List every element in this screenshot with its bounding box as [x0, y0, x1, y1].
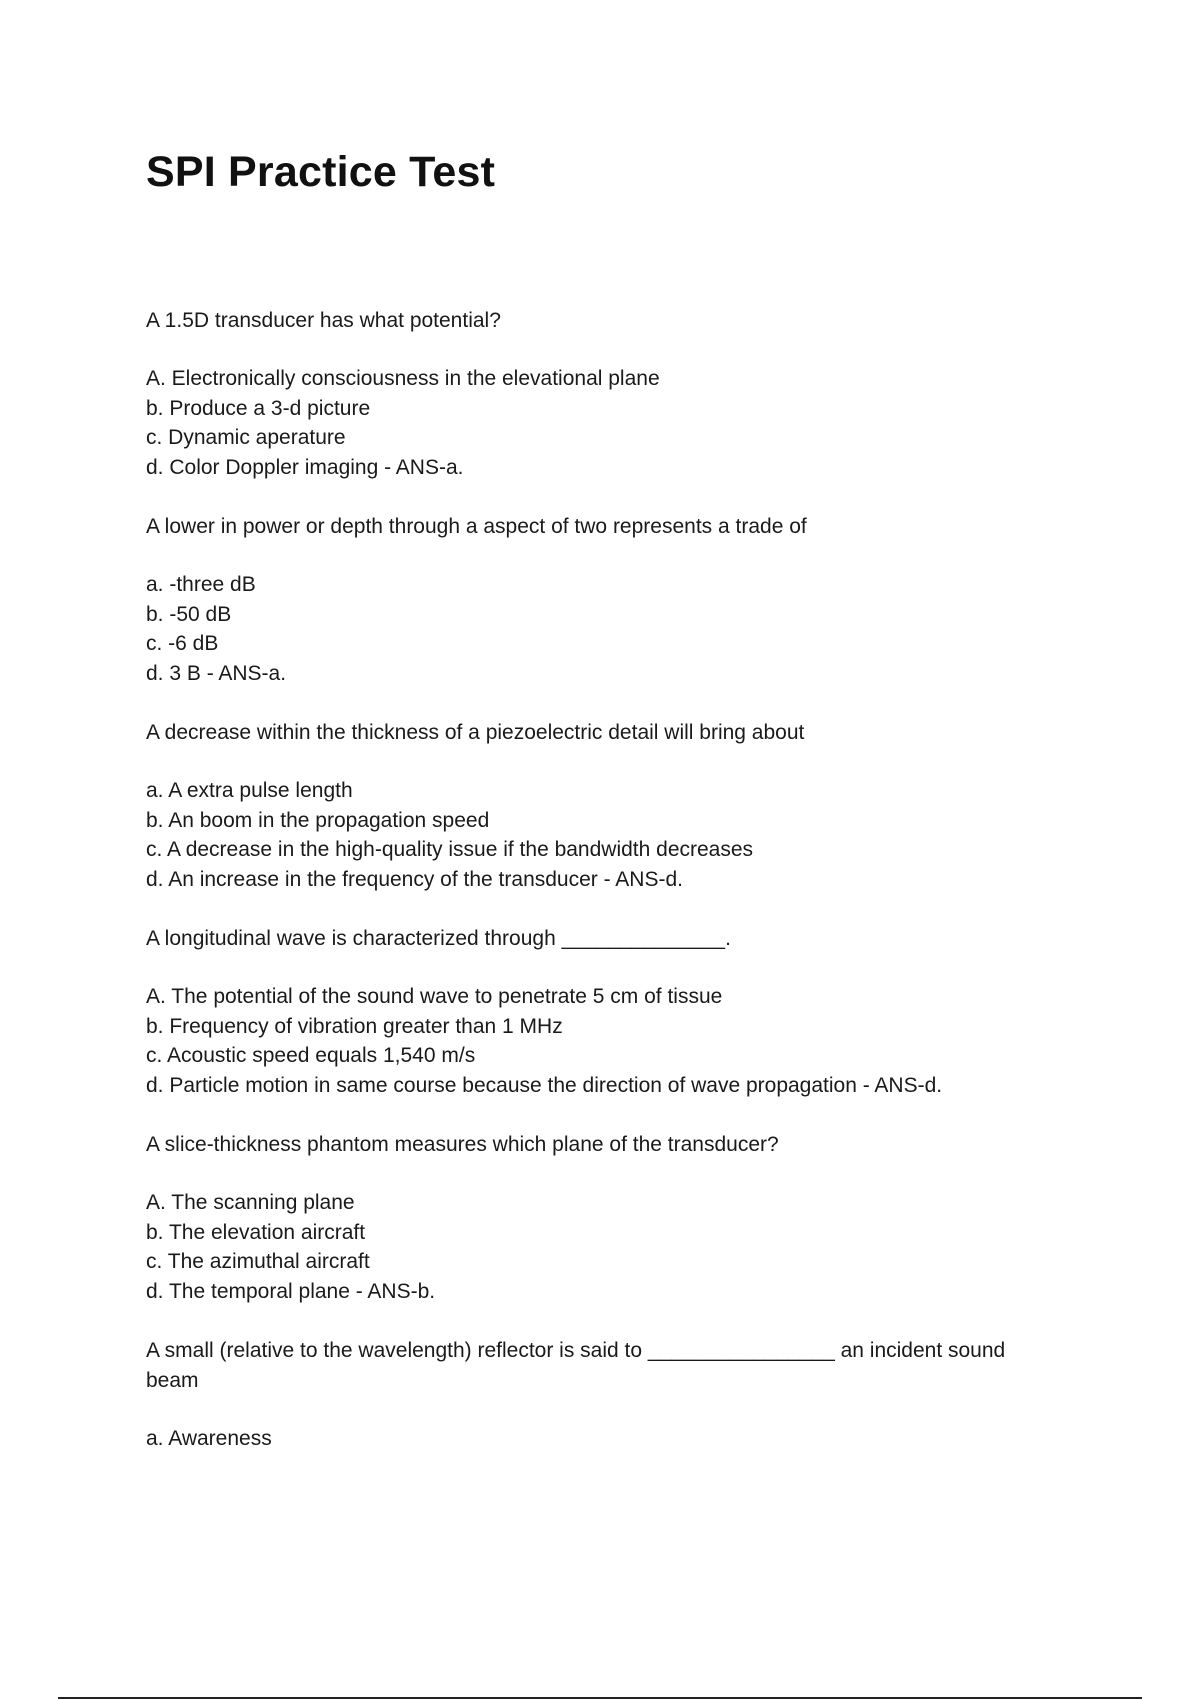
- answer-option: a. Awareness: [146, 1427, 272, 1450]
- answer-options: [146, 570, 1046, 688]
- question-item: [146, 512, 1046, 688]
- answer-options: [146, 364, 1046, 482]
- question-item: [146, 718, 1046, 894]
- answer-options: [146, 1188, 1046, 1306]
- answer-option: d. The temporal plane - ANS-b.: [146, 1279, 436, 1303]
- answer-option: c. A decrease in the high-quality issue if the bandwidth decreases: [146, 838, 754, 861]
- answer-option: d. 3 B - ANS-a.: [146, 661, 287, 685]
- question-item: [146, 1130, 1046, 1306]
- answer-option: d. Particle motion in same course because the direction of wave propagation - ANS-d.: [146, 1073, 943, 1097]
- answer-options: [146, 982, 1046, 1100]
- answer-option: b. Frequency of vibration greater than 1 MHz: [146, 1014, 563, 1038]
- question-text: A decrease within the thickness of a piezoelectric detail will bring about: [146, 721, 805, 744]
- question-text: A lower in power or depth through a aspect of two represents a trade of: [146, 515, 807, 538]
- answer-option: a. A extra pulse length: [146, 779, 353, 802]
- answer-option: d. An increase in the frequency of the transducer - ANS-d.: [146, 867, 683, 891]
- answer-option: b. An boom in the propagation speed: [146, 808, 490, 832]
- answer-option: c. -6 dB: [146, 632, 219, 655]
- answer-option: a. -three dB: [146, 573, 256, 596]
- question-item: [146, 924, 1046, 1100]
- question-text: A longitudinal wave is characterized through ______________.: [146, 927, 731, 950]
- footer-divider: [58, 1697, 1142, 1699]
- answer-option: b. Produce a 3-d picture: [146, 396, 371, 420]
- question-text: A slice-thickness phantom measures which plane of the transducer?: [146, 1133, 779, 1156]
- question-text: A small (relative to the wavelength) reflector is said to ________________ an incident sound beam: [146, 1339, 1006, 1392]
- answer-option: c. The azimuthal aircraft: [146, 1250, 370, 1273]
- answer-option: b. -50 dB: [146, 602, 232, 626]
- question-item: [146, 1336, 1046, 1454]
- answer-option: c. Acoustic speed equals 1,540 m/s: [146, 1044, 476, 1067]
- answer-options: [146, 1424, 1046, 1454]
- question-text: A 1.5D transducer has what potential?: [146, 309, 501, 332]
- question-list: [146, 306, 1046, 1484]
- page-title: SPI Practice Test: [146, 148, 496, 196]
- answer-option: A. The potential of the sound wave to penetrate 5 cm of tissue: [146, 985, 723, 1008]
- answer-option: A. The scanning plane: [146, 1191, 355, 1214]
- answer-option: d. Color Doppler imaging - ANS-a.: [146, 455, 464, 479]
- answer-option: c. Dynamic aperature: [146, 426, 346, 449]
- answer-option: b. The elevation aircraft: [146, 1220, 366, 1244]
- answer-option: A. Electronically consciousness in the elevational plane: [146, 367, 660, 390]
- answer-options: [146, 776, 1046, 894]
- question-item: [146, 306, 1046, 482]
